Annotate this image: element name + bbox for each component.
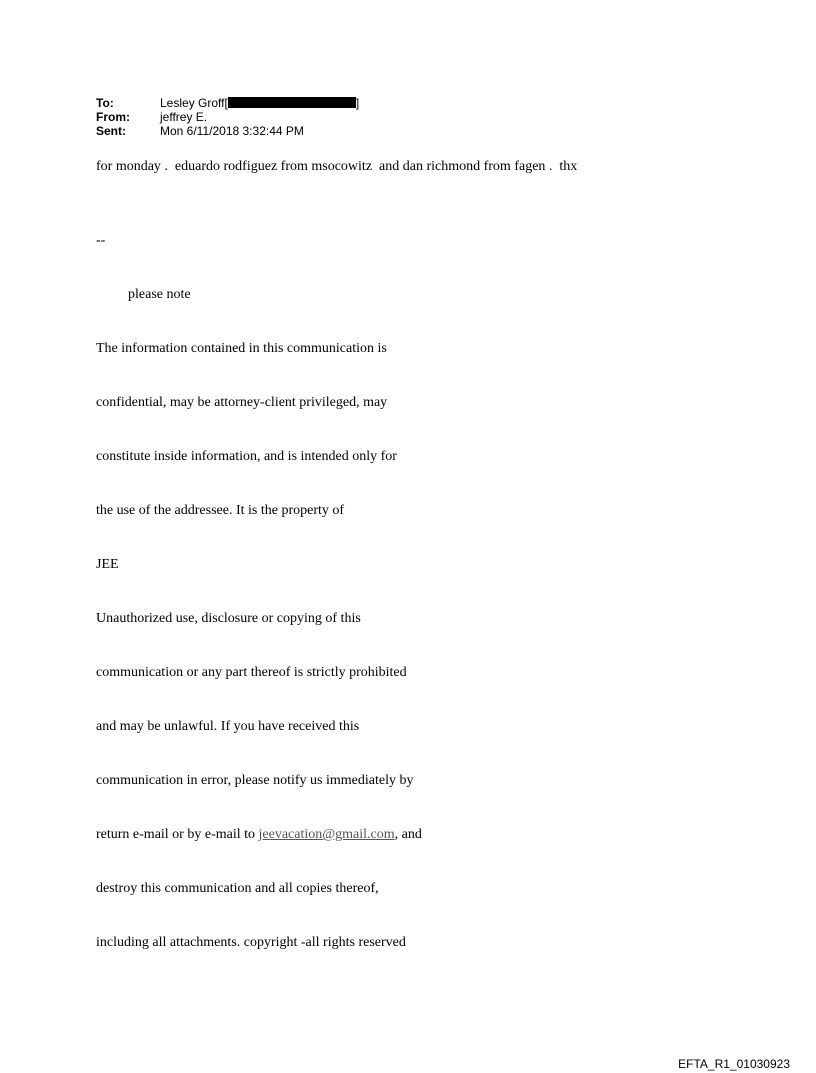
disclaimer-line: communication or any part thereof is strictly prohibited [96, 665, 407, 680]
disclaimer-line: and may be unlawful. If you have received this [96, 719, 360, 734]
to-value-suffix: ] [355, 96, 360, 110]
signature-block [96, 196, 422, 970]
to-value [160, 96, 359, 110]
please-note: please note [128, 287, 191, 302]
disclaimer-line: including all attachments. copyright -all rights reserved [96, 935, 406, 950]
email-line [96, 826, 422, 844]
from-label: From: [96, 110, 130, 124]
sent-row [96, 124, 359, 138]
disclaimer-line: The information contained in this communication is [96, 341, 387, 356]
disclaimer-line: destroy this communication and all copies thereof, [96, 881, 379, 896]
disclaimer-line: the use of the addressee. It is the property of [96, 503, 345, 518]
sent-value: Mon 6/11/2018 3:32:44 PM [160, 124, 304, 138]
disclaimer-line: Unauthorized use, disclosure or copying of this [96, 611, 361, 626]
email-header [96, 96, 359, 138]
signature-separator: -- [96, 233, 106, 248]
to-value-prefix: Lesley Groff[ [160, 96, 228, 110]
disclaimer-line: communication in error, please notify us immediately by [96, 773, 414, 788]
sent-label: Sent: [96, 124, 126, 138]
to-row [96, 96, 359, 110]
email-link[interactable]: jeevacation@gmail.com [258, 827, 395, 842]
from-row [96, 110, 359, 124]
email-line-suffix: , and [394, 827, 422, 842]
message-body: for monday . eduardo rodfiguez from msocowitz and dan richmond from fagen . thx [96, 159, 578, 174]
disclaimer-line: constitute inside information, and is intended only for [96, 449, 397, 464]
redaction-block [228, 97, 356, 108]
disclaimer-line: confidential, may be attorney-client privileged, may [96, 395, 388, 410]
disclaimer-line: JEE [96, 557, 119, 572]
document-id: EFTA_R1_01030923 [678, 1057, 790, 1071]
email-line-prefix: return e-mail or by e-mail to [96, 827, 259, 842]
to-label: To: [96, 96, 114, 110]
from-value: jeffrey E. [160, 110, 208, 124]
